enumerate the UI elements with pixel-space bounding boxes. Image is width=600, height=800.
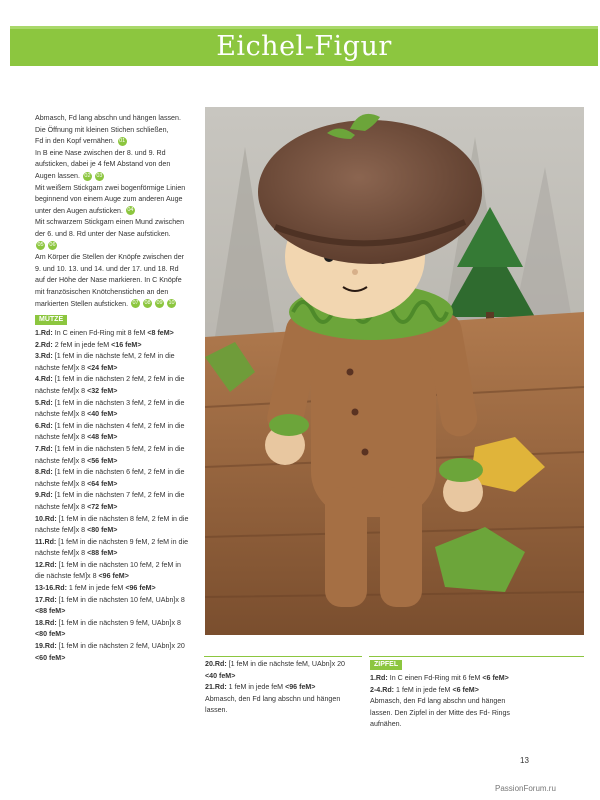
intro-line-text: Am Körper die Stellen der Knöpfe zwischen der [35, 253, 185, 262]
intro-line [35, 241, 200, 253]
round-row [35, 467, 200, 490]
step-number-badge: 02 [84, 172, 91, 179]
round-instruction: nächste feM]x 8 [35, 549, 86, 558]
round-instruction: nächste feM]x 8 [35, 386, 86, 395]
round-instruction: In C einen Fd-Ring mit 6 feM [389, 674, 481, 682]
stitch-count: <80 feM> [35, 630, 66, 639]
round-instruction: nächste feM]x 8 [35, 526, 86, 535]
round-row [35, 340, 200, 352]
round-row [35, 421, 200, 444]
step-number-badge: 10 [168, 300, 175, 307]
closing-text: aufnähen. [370, 720, 402, 729]
intro-text [35, 113, 200, 310]
closing-text: Abmasch, den Fd lang abschn und hängen [205, 694, 341, 703]
intro-line-text: aufsticken, dabei je 4 feM Abstand von den [35, 160, 171, 169]
acorn-doll-photo [205, 107, 584, 635]
middle-rule [204, 656, 362, 657]
round-label: 4.Rd: [35, 375, 53, 384]
muetze-section [35, 313, 200, 664]
stitch-count: <40 feM> [205, 671, 236, 680]
round-label: 21.Rd: [205, 683, 227, 692]
intro-line-text: 9. und 10. 13. und 14. und der 17. und 18. Rd [35, 264, 179, 273]
round-label: 7.Rd: [35, 444, 53, 453]
round-instruction: 2 feM in jede feM [54, 340, 110, 349]
round-row [205, 682, 360, 694]
intro-line [35, 252, 200, 264]
round-instruction: nächste feM]x 8 [35, 433, 86, 442]
closing-text: lassen. [205, 706, 228, 715]
stitch-count: <6 feM> [482, 674, 509, 682]
intro-line [35, 217, 200, 229]
round-row [35, 398, 200, 421]
round-label: 2.Rd: [35, 340, 53, 349]
round-instruction: [1 feM in die nächsten 9 feM, UAbn]x 8 [58, 618, 181, 627]
intro-line [35, 299, 200, 311]
step-number-badge: 06 [49, 242, 56, 249]
intro-line [35, 125, 200, 137]
intro-line [35, 229, 200, 241]
stitch-count: <88 feM> [87, 549, 118, 558]
intro-line [35, 287, 200, 299]
step-number-badge: 04 [127, 207, 134, 214]
intro-line [35, 275, 200, 287]
round-instruction: nächste feM]x 8 [35, 363, 86, 372]
intro-line-text: In B eine Nase zwischen der 8. und 9. Rd [35, 148, 166, 157]
round-instruction: [1 feM in die nächsten 6 feM, 2 feM in die [54, 468, 185, 477]
stitch-count: <24 feM> [87, 363, 118, 372]
intro-line-text: Die Öffnung mit kleinen Stichen schließen, [35, 125, 169, 134]
round-label: 13-16.Rd: [35, 584, 67, 593]
intro-line [35, 113, 200, 125]
round-row [370, 673, 582, 685]
section-heading-muetze: MÜTZE [35, 315, 67, 325]
intro-line-text: Augen lassen. [35, 171, 80, 180]
step-number-badge: 09 [156, 300, 163, 307]
intro-line-text: Abmasch, Fd lang abschn und hängen lassen. [35, 114, 181, 122]
round-label: 1.Rd: [35, 329, 53, 337]
stitch-count: <96 feM> [125, 584, 156, 593]
round-instruction: [1 feM in die nächsten 8 feM, 2 feM in die [58, 514, 189, 523]
round-label: 19.Rd: [35, 642, 57, 651]
round-label: 6.Rd: [35, 421, 53, 430]
round-label: 8.Rd: [35, 468, 53, 477]
stitch-count: <16 feM> [111, 340, 142, 349]
intro-line [35, 171, 200, 183]
step-number-badge: 03 [96, 172, 103, 179]
round-label: 10.Rd: [35, 514, 57, 523]
round-label: 2-4.Rd: [370, 685, 395, 694]
intro-line-text: mit französischen Knötchenstichen an den [35, 287, 169, 296]
intro-line [35, 136, 200, 148]
watermark: PassionForum.ru [495, 784, 556, 793]
closing-text: lassen. Den Zipfel in der Mitte des Fd- Rings [370, 708, 510, 717]
intro-line-text: auf der Höhe der Nase markieren. In C Knöpfe [35, 276, 182, 285]
intro-line-text: unter den Augen aufsticken. [35, 206, 123, 215]
round-instruction: [1 feM in die nächsten 2 feM, 2 feM in die [54, 375, 185, 384]
step-number-badge: 01 [119, 137, 126, 144]
intro-line [35, 194, 200, 206]
round-row [370, 685, 582, 697]
intro-line [35, 148, 200, 160]
zipfel-section [370, 658, 582, 731]
intro-line [35, 206, 200, 218]
intro-line-text: Mit schwarzem Stickgarn einen Mund zwischen [35, 218, 185, 227]
round-label: 5.Rd: [35, 398, 53, 407]
round-label: 18.Rd: [35, 618, 57, 627]
round-label: 12.Rd: [35, 560, 57, 569]
stitch-count: <72 feM> [87, 502, 118, 511]
round-row [205, 659, 360, 682]
round-instruction: [1 feM in die nächsten 10 feM, UAbn]x 8 [58, 595, 185, 604]
round-instruction: die nächste feM]x 8 [35, 572, 97, 581]
stitch-count: <64 feM> [87, 479, 118, 488]
intro-line [35, 183, 200, 195]
round-instruction: [1 feM in die nächsten 7 feM, 2 feM in die [54, 491, 185, 500]
page-title: Eichel-Figur [216, 31, 392, 62]
round-instruction: nächste feM]x 8 [35, 410, 86, 419]
stitch-count: <6 feM> [452, 685, 479, 694]
round-row [35, 560, 200, 583]
stitch-count: <88 feM> [35, 607, 66, 616]
round-row [35, 444, 200, 467]
title-bar [10, 26, 598, 66]
round-row [35, 537, 200, 560]
intro-line-text: der 6. und 8. Rd unter der Nase aufsticken. [35, 229, 171, 238]
intro-line [35, 264, 200, 276]
round-instruction: nächste feM]x 8 [35, 456, 86, 465]
intro-line-text: beginnend von einem Auge zum anderen Auge [35, 195, 183, 204]
round-instruction: 1 feM in jede feM [228, 683, 284, 692]
stitch-count: <96 feM> [285, 683, 316, 692]
step-number-badge: 08 [144, 300, 151, 307]
round-instruction: nächste feM]x 8 [35, 479, 86, 488]
stitch-count: <32 feM> [87, 386, 118, 395]
round-label: 3.Rd: [35, 352, 53, 361]
closing-text: Abmasch, den Fd lang abschn und hängen [370, 697, 506, 706]
round-instruction: nächste feM]x 8 [35, 502, 86, 511]
round-row [35, 514, 200, 537]
intro-line [35, 159, 200, 171]
round-instruction: [1 feM in die nächsten 5 feM, 2 feM in die [54, 444, 185, 453]
round-instruction: [1 feM in die nächste feM, 2 feM in die [54, 352, 175, 361]
round-row [35, 583, 200, 595]
round-row [35, 618, 200, 641]
round-row [35, 595, 200, 618]
step-number-badge: 05 [37, 242, 44, 249]
stitch-count: <48 feM> [87, 433, 118, 442]
intro-line-text: Fd in den Kopf vernähen. [35, 137, 115, 146]
round-row [35, 641, 200, 664]
section-heading-zipfel: ZIPFEL [370, 660, 402, 670]
middle-section [205, 659, 360, 717]
round-row [35, 328, 200, 340]
round-instruction: [1 feM in die nächsten 3 feM, 2 feM in die [54, 398, 185, 407]
round-label: 11.Rd: [35, 537, 57, 546]
round-instruction: [1 feM in die nächsten 10 feM, 2 feM in [58, 560, 181, 569]
round-instruction: 1 feM in jede feM [396, 685, 451, 694]
round-row [35, 490, 200, 513]
round-label: 17.Rd: [35, 595, 57, 604]
stitch-count: <60 feM> [35, 653, 66, 662]
zipfel-rule [369, 656, 584, 657]
round-row [35, 351, 200, 374]
round-instruction: In C einen Fd-Ring mit 8 feM [54, 329, 146, 337]
round-instruction: [1 feM in die nächsten 9 feM, 2 feM in die [58, 537, 189, 546]
round-label: 20.Rd: [205, 660, 227, 668]
round-instruction: [1 feM in die nächsten 4 feM, 2 feM in die [54, 421, 185, 430]
intro-line-text: Mit weißem Stickgarn zwei bogenförmige Linien [35, 183, 186, 192]
intro-line-text: markierten Stellen aufsticken. [35, 299, 129, 308]
round-instruction: [1 feM in die nächste feM, UAbn]x 20 [228, 660, 345, 668]
round-row [35, 374, 200, 397]
round-instruction: 1 feM in jede feM [68, 584, 124, 593]
step-number-badge: 07 [132, 300, 139, 307]
stitch-count: <40 feM> [87, 410, 118, 419]
round-label: 9.Rd: [35, 491, 53, 500]
stitch-count: <8 feM> [147, 329, 174, 337]
round-instruction: [1 feM in die nächsten 2 feM, UAbn]x 20 [58, 642, 185, 651]
stitch-count: <56 feM> [87, 456, 118, 465]
stitch-count: <80 feM> [87, 526, 118, 535]
page-number: 13 [520, 756, 529, 765]
stitch-count: <96 feM> [98, 572, 129, 581]
round-label: 1.Rd: [370, 674, 388, 682]
